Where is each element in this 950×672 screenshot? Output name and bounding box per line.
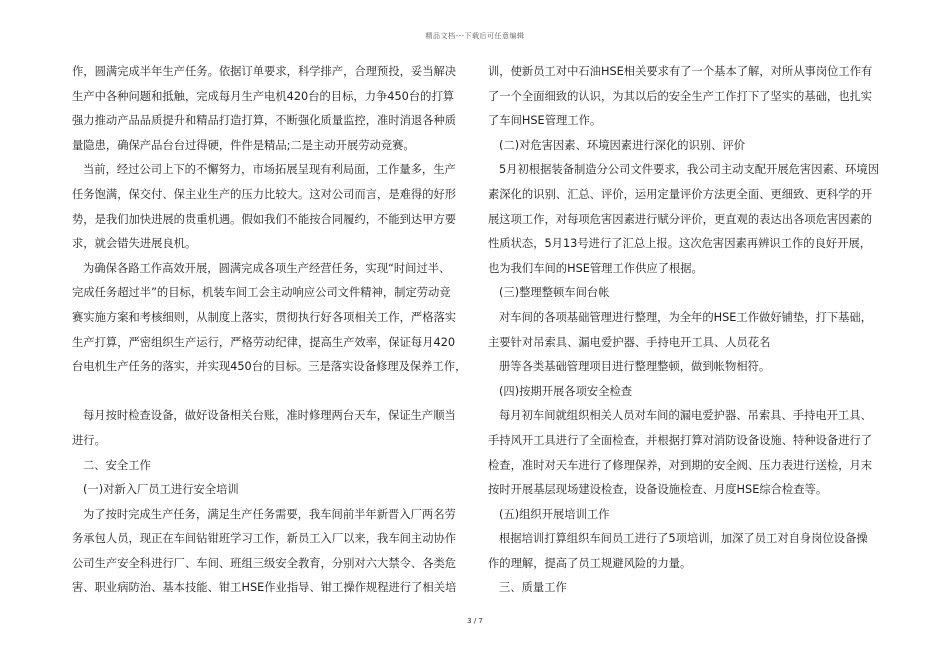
paragraph-line: 务承包人员，现正在车间钻钳班学习工作，新员工入厂以来，我车间主动协作	[72, 532, 457, 546]
paragraph-line: 强力推动产品品质提升和精品打造打算，不断强化质量监控，准时消退各种质	[72, 114, 457, 128]
paragraph-line: 生产打算，严密组织生产运行，严格劳动纪律，提高生产效率，保证每月420	[72, 335, 456, 349]
paragraph-line: 主要针对吊索具、漏电爱护器、手持电开工具、人员花名	[488, 335, 771, 349]
paragraph-line: 了车间HSE管理工作。	[488, 114, 602, 128]
paragraph-line: 性质状态，5月13号进行了汇总上报。这次危害因素再辨识工作的良好开展，	[488, 237, 872, 251]
paragraph-line: 台电机生产任务的落实，并实现450台的目标。三是落实设备修理及保养工作，	[72, 360, 467, 374]
subsection-heading: (二)对危害因素、环境因素进行深化的识别、评价	[499, 138, 746, 152]
paragraph-line: 为了按时完成生产任务，满足生产任务需要，我车间前半年新晋入厂两名劳	[83, 507, 456, 521]
paragraph-line: 公司生产安全科进行厂、车间、班组三级安全教育，分别对六大禁令、各类危	[72, 556, 457, 570]
blank-line	[72, 380, 457, 405]
paragraph-line: 5月初根据装备制造分公司文件要求，我公司主动支配开展危害因素、环境因	[499, 163, 879, 177]
page-header: 精品文档---下载后可任意编辑	[425, 32, 525, 40]
paragraph-line: 根据培训打算组织车间员工进行了5项培训，加深了员工对自身岗位设备操	[499, 532, 868, 546]
paragraph-line: 完成任务超过半”的目标，机装车间工会主动响应公司文件精神，制定劳动竞	[72, 286, 451, 300]
paragraph-line: 每月初车间就组织相关人员对车间的漏电爱护器、吊索具、手持电开工具、	[499, 409, 872, 423]
paragraph-line: 进行。	[72, 433, 106, 447]
paragraph-line: 训，使新员工对中石油HSE相关要求有了一个基本了解，对所从事岗位工作有	[488, 65, 873, 78]
section-heading: 三、质量工作	[499, 581, 567, 595]
paragraph-line: 了一个全面细致的认识，为其以后的安全生产工作打下了坚实的基础，也扎实	[488, 89, 873, 103]
paragraph-line: 生产中各种问题和抵触，完成每月生产电机420台的目标，力争450台的打算	[72, 89, 455, 103]
subsection-heading: (三)整理整顿车间台帐	[499, 286, 610, 300]
paragraph-line: 按时开展基层现场建设检查，设备设施检查、月度HSE综合检查等。	[488, 483, 828, 497]
paragraph-line: 册等各类基础管理项目进行整理整顿，做到帐物相符。	[499, 360, 771, 374]
paragraph-line: 对车间的各项基础管理进行整理，为全年的HSE工作做好铺垫，打下基础，	[499, 310, 873, 324]
paragraph-line: 素深化的识别、汇总、评价，运用定量评价方法更全面、更细致、更科学的开	[488, 187, 873, 201]
paragraph-line: 为确保各路工作高效开展，圆满完成各项生产经营任务，实现“时间过半、	[83, 261, 451, 275]
paragraph-line: 也为我们车间的HSE管理工作供应了根据。	[488, 261, 703, 275]
left-column	[72, 60, 467, 601]
subsection-heading: (五)组织开展培训工作	[499, 507, 610, 521]
paragraph-line: 害、职业病防治、基本技能、钳工HSE作业指导、钳工操作规程进行了相关培	[72, 581, 457, 595]
subsection-heading: (一)对新入厂员工进行安全培训	[83, 483, 239, 497]
paragraph-line: 展这项工作，对每项危害因素进行赋分评价，更直观的表达出各项危害因素的	[488, 212, 873, 226]
paragraph-line: 任务饱满，保交付、保主业生产的压力比较大。这对公司而言，是难得的好形	[72, 187, 457, 201]
subsection-heading: (四)按期开展各项安全检查	[499, 384, 633, 398]
paragraph-line: 求，就会错失进展良机。	[72, 237, 197, 251]
paragraph-line: 手持风开工具进行了全面检查，并根据打算对消防设备设施、特种设备进行了	[488, 433, 873, 447]
page-number: 3 / 7	[467, 617, 483, 625]
section-heading: 二、安全工作	[83, 458, 151, 472]
paragraph-line: 每月按时检查设备，做好设备相关台账，准时修理两台天车，保证生产顺当	[83, 409, 456, 423]
paragraph-line: 检查，准时对天车进行了修理保养，对到期的安全阀、压力表进行送检，月末	[488, 458, 873, 472]
paragraph-line: 势，是我们加快进展的贵重机遇。假如我们不能按合同履约，不能到达甲方要	[72, 212, 457, 226]
paragraph-line: 作的理解，提高了员工规避风险的力量。	[488, 556, 692, 570]
paragraph-line: 量隐患，确保产品台台过得硬，件件是精品;二是主动开展劳动竞赛。	[72, 138, 415, 152]
paragraph-line: 作，圆满完成半年生产任务。依据订单要求，科学排产，合理预投，妥当解决	[72, 65, 457, 78]
right-column	[488, 60, 879, 601]
paragraph-line: 当前，经过公司上下的不懈努力，市场拓展呈现有利局面，工作量多，生产	[83, 163, 456, 177]
paragraph-line: 赛实施方案和考核细则，从制度上落实，贯彻执行好各项相关工作，严格落实	[72, 310, 457, 324]
